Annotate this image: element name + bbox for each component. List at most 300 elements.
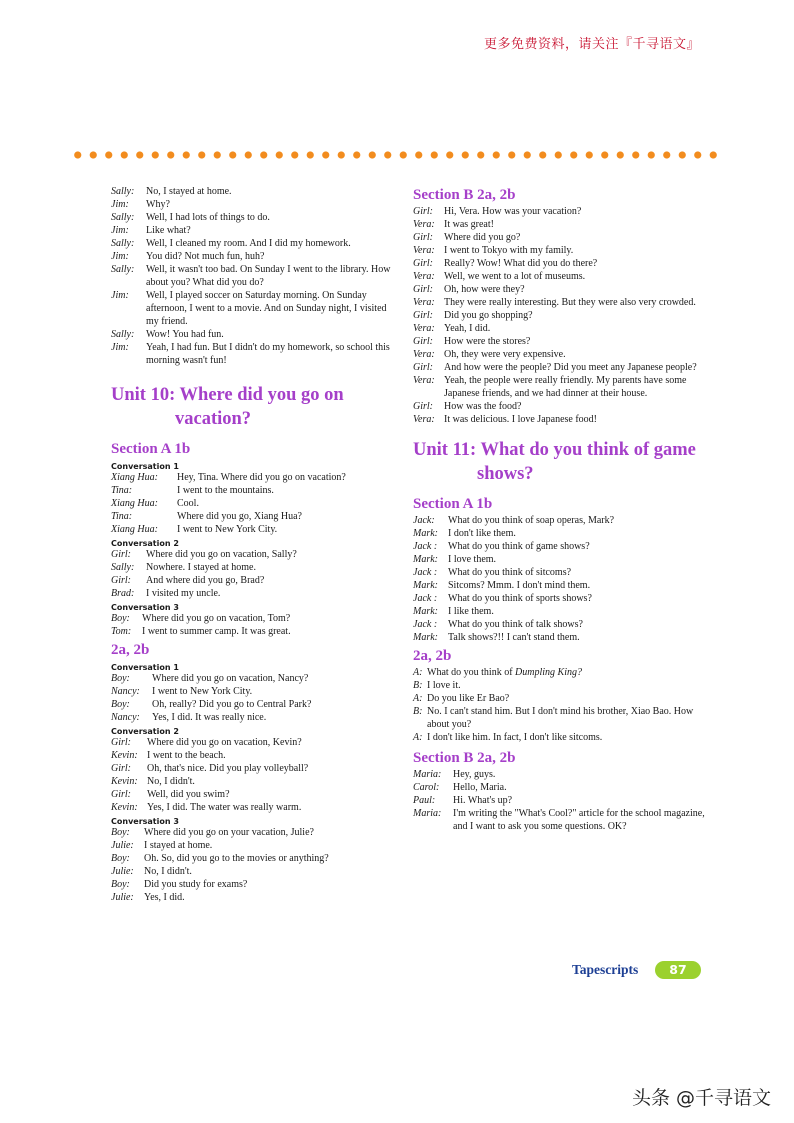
speaker-label: Boy: bbox=[111, 699, 130, 710]
dialogue-line bbox=[111, 878, 401, 891]
dialogue-line bbox=[413, 257, 713, 270]
speaker-label: Jack: bbox=[413, 515, 435, 526]
dialogue-text bbox=[147, 788, 401, 801]
dialogue-text bbox=[146, 263, 401, 289]
speaker-label: Tina: bbox=[111, 485, 133, 496]
dialogue-line bbox=[413, 514, 713, 527]
dialogue-text bbox=[146, 574, 401, 587]
unit-heading-line2: vacation? bbox=[175, 409, 252, 429]
dialogue-line bbox=[413, 666, 713, 679]
speaker-label: Vera: bbox=[413, 349, 435, 360]
dialogue-text bbox=[177, 497, 401, 510]
dialogue-line bbox=[111, 497, 401, 510]
dialogue-text-body: Well, I cleaned my room. And I did my homework. bbox=[146, 238, 351, 249]
dialogue-text bbox=[147, 762, 401, 775]
dialogue-text bbox=[453, 781, 713, 794]
dialogue-text-body: How were the stores? bbox=[444, 336, 531, 347]
speaker-label: Mark: bbox=[413, 632, 438, 643]
dialogue-text bbox=[146, 185, 401, 198]
section-heading: Section A 1b bbox=[111, 441, 191, 457]
speaker-label: Sally: bbox=[111, 238, 135, 249]
dialogue-text-body: Well, I had lots of things to do. bbox=[146, 212, 270, 223]
dialogue-line bbox=[413, 579, 713, 592]
speaker-label: Tom: bbox=[111, 626, 132, 637]
dialogue-text-body: I don't like them. bbox=[448, 528, 516, 539]
dialogue-line bbox=[413, 553, 713, 566]
speaker-label: Maria: bbox=[413, 808, 442, 819]
speaker-label: Girl: bbox=[413, 362, 433, 373]
speaker-label: Girl: bbox=[413, 206, 433, 217]
dialogue-text-body: Yeah, the people were really friendly. My parents have some Japanese friends, and we had dinner at their house. bbox=[444, 375, 687, 399]
dialogue-title-italic: Dumpling King? bbox=[515, 667, 582, 678]
dialogue-text-body: What do you think of game shows? bbox=[448, 541, 590, 552]
unit-heading-line1: Unit 10: Where did you go on bbox=[111, 385, 344, 405]
conversation-label: Conversation 2 bbox=[111, 727, 179, 736]
dialogue-text bbox=[444, 205, 713, 218]
dialogue-line bbox=[111, 839, 401, 852]
speaker-label: Girl: bbox=[111, 575, 131, 586]
dialogue-line bbox=[111, 510, 401, 523]
dialogue-line bbox=[111, 736, 401, 749]
speaker-label: Vera: bbox=[413, 245, 435, 256]
dialogue-text-body: Well, I played soccer on Saturday morning. On Sunday afternoon, I went to a movie. And on Sunday night, I visited my friend. bbox=[146, 290, 387, 327]
dialogue-text bbox=[146, 328, 401, 341]
dialogue-text bbox=[152, 672, 401, 685]
dialogue-line bbox=[111, 211, 401, 224]
dialogue-text-body: Where did you go on your vacation, Julie? bbox=[144, 827, 314, 838]
dialogue-line bbox=[111, 185, 401, 198]
dialogue-text bbox=[427, 731, 713, 744]
dialogue-text-body: Do you like Er Bao? bbox=[427, 693, 510, 704]
dialogue-text-body: You did? Not much fun, huh? bbox=[146, 251, 265, 262]
dialogue-text-body: Why? bbox=[146, 199, 170, 210]
dialogue-line bbox=[413, 605, 713, 618]
dialogue-text bbox=[146, 289, 401, 328]
dialogue-text-body: Oh, how were they? bbox=[444, 284, 525, 295]
dialogue-line bbox=[413, 692, 713, 705]
dialogue-text-body: No. I can't stand him. But I don't mind his brother, Xiao Bao. How about you? bbox=[427, 706, 694, 730]
dialogue-text bbox=[146, 211, 401, 224]
speaker-label: Girl: bbox=[413, 336, 433, 347]
speaker-label: Vera: bbox=[413, 271, 435, 282]
speaker-label: Jim: bbox=[111, 342, 129, 353]
dialogue-line bbox=[111, 574, 401, 587]
dialogue-text bbox=[177, 484, 401, 497]
dialogue-text-body: Hi. What's up? bbox=[453, 795, 513, 806]
dialogue-line bbox=[413, 374, 713, 400]
section-heading: Section A 1b bbox=[413, 496, 493, 512]
dialogue-text bbox=[444, 218, 713, 231]
dialogue-line bbox=[413, 618, 713, 631]
dialogue-text-body: Oh, they were very expensive. bbox=[444, 349, 566, 360]
dialogue-text-body: Hello, Maria. bbox=[453, 782, 507, 793]
dialogue-text bbox=[448, 527, 713, 540]
dialogue-line bbox=[413, 400, 713, 413]
speaker-label: Girl: bbox=[413, 232, 433, 243]
dialogue-line bbox=[111, 801, 401, 814]
dialogue-text-body: No, I didn't. bbox=[144, 866, 192, 877]
speaker-label: B: bbox=[413, 680, 423, 691]
dialogue-text-body: I love it. bbox=[427, 680, 461, 691]
speaker-label: A: bbox=[413, 667, 423, 678]
dialogue-text bbox=[152, 685, 401, 698]
dialogue-text-body: I went to New York City. bbox=[177, 524, 278, 535]
speaker-label: Jack : bbox=[413, 619, 438, 630]
dialogue-text bbox=[444, 270, 713, 283]
dialogue-text bbox=[144, 826, 401, 839]
dialogue-text-body: I'm writing the "What's Cool?" article for the school magazine, and I want to ask you some questions. OK? bbox=[453, 808, 705, 832]
dialogue-line bbox=[413, 631, 713, 644]
dialogue-text-body: And how were the people? Did you meet any Japanese people? bbox=[444, 362, 697, 373]
dialogue-text-body: I went to the mountains. bbox=[177, 485, 274, 496]
speaker-label: Boy: bbox=[111, 613, 130, 624]
dialogue-text bbox=[444, 413, 713, 426]
dialogue-text-body: Like what? bbox=[146, 225, 191, 236]
dialogue-text-body: I went to summer camp. It was great. bbox=[142, 626, 291, 637]
speaker-label: Girl: bbox=[111, 763, 131, 774]
dialogue-line bbox=[413, 566, 713, 579]
dialogue-text bbox=[448, 540, 713, 553]
footer-title: Tapescripts bbox=[572, 962, 639, 977]
dialogue-text bbox=[448, 579, 713, 592]
speaker-label: Kevin: bbox=[111, 750, 138, 761]
dialogue-text-body: How was the food? bbox=[444, 401, 522, 412]
dialogue-text bbox=[444, 231, 713, 244]
speaker-label: Xiang Hua: bbox=[111, 498, 158, 509]
dialogue-text-body: I love them. bbox=[448, 554, 497, 565]
dialogue-line bbox=[111, 672, 401, 685]
dialogue-text-body: Yes, I did. It was really nice. bbox=[152, 712, 267, 723]
conversation-label: Conversation 1 bbox=[111, 462, 179, 471]
dialogue-text-body: Where did you go on vacation, Tom? bbox=[142, 613, 291, 624]
dialogue-text bbox=[146, 250, 401, 263]
dialogue-line bbox=[111, 263, 401, 289]
speaker-label: Sally: bbox=[111, 186, 135, 197]
speaker-label: Tina: bbox=[111, 511, 133, 522]
speaker-label: Julie: bbox=[111, 892, 134, 903]
dialogue-text bbox=[146, 587, 401, 600]
speaker-label: Boy: bbox=[111, 827, 130, 838]
speaker-label: Nancy: bbox=[111, 686, 140, 697]
dialogue-text bbox=[444, 361, 713, 374]
dialogue-line bbox=[413, 231, 713, 244]
dialogue-text-body: I like them. bbox=[448, 606, 494, 617]
dialogue-line bbox=[111, 775, 401, 788]
dialogue-text-body: Yes, I did. The water was really warm. bbox=[147, 802, 302, 813]
speaker-label: A: bbox=[413, 732, 423, 743]
speaker-label: Xiang Hua: bbox=[111, 524, 158, 535]
dialogue-line bbox=[413, 296, 713, 309]
dialogue-text bbox=[448, 566, 713, 579]
conversation-label: Conversation 2 bbox=[111, 539, 179, 548]
dialogue-text bbox=[144, 891, 401, 904]
dialogue-line bbox=[111, 762, 401, 775]
speaker-label: Vera: bbox=[413, 297, 435, 308]
dialogue-line bbox=[111, 523, 401, 536]
dialogue-line bbox=[413, 335, 713, 348]
dialogue-text-body: Sitcoms? Mmm. I don't mind them. bbox=[448, 580, 591, 591]
unit-heading bbox=[413, 438, 713, 486]
dialogue-text bbox=[177, 471, 401, 484]
dialogue-line bbox=[413, 205, 713, 218]
speaker-label: Jack : bbox=[413, 567, 438, 578]
dialogue-text-body: Wow! You had fun. bbox=[146, 329, 224, 340]
speaker-label: Girl: bbox=[111, 549, 131, 560]
dialogue-line bbox=[111, 749, 401, 762]
dialogue-text bbox=[147, 801, 401, 814]
speaker-label: Boy: bbox=[111, 879, 130, 890]
dialogue-text-body: It was great! bbox=[444, 219, 494, 230]
speaker-label: Xiang Hua: bbox=[111, 472, 158, 483]
dialogue-line bbox=[111, 865, 401, 878]
dialogue-text-body: And where did you go, Brad? bbox=[146, 575, 265, 586]
dialogue-line bbox=[111, 711, 401, 724]
unit-heading bbox=[111, 383, 401, 431]
conversation-label: Conversation 3 bbox=[111, 817, 179, 826]
dialogue-text-body: I stayed at home. bbox=[144, 840, 213, 851]
dialogue-text bbox=[427, 679, 713, 692]
dialogue-text bbox=[444, 348, 713, 361]
dialogue-line bbox=[111, 471, 401, 484]
dialogue-text-body: What do you think of sports shows? bbox=[448, 593, 592, 604]
speaker-label: B: bbox=[413, 706, 423, 717]
dialogue-line bbox=[111, 561, 401, 574]
speaker-label: Vera: bbox=[413, 323, 435, 334]
watermark: 头条 @千寻语文 bbox=[632, 1087, 772, 1109]
dialogue-text-body: I went to Tokyo with my family. bbox=[444, 245, 574, 256]
speaker-label: Girl: bbox=[413, 284, 433, 295]
dialogue-text-body: Hi, Vera. How was your vacation? bbox=[444, 206, 582, 217]
dialogue-text bbox=[146, 548, 401, 561]
speaker-label: Jim: bbox=[111, 225, 129, 236]
dialogue-text-body: No, I didn't. bbox=[147, 776, 195, 787]
dialogue-text-body: Oh, that's nice. Did you play volleyball? bbox=[147, 763, 309, 774]
speaker-label: Mark: bbox=[413, 554, 438, 565]
dialogue-text-body: Where did you go on vacation, Sally? bbox=[146, 549, 297, 560]
speaker-label: Mark: bbox=[413, 580, 438, 591]
dialogue-text-body: Where did you go? bbox=[444, 232, 521, 243]
dialogue-text bbox=[427, 705, 713, 731]
dialogue-line bbox=[111, 484, 401, 497]
dialogue-text-body: I don't like him. In fact, I don't like sitcoms. bbox=[427, 732, 603, 743]
dialogue-text bbox=[444, 374, 713, 400]
speaker-label: Paul: bbox=[413, 795, 436, 806]
speaker-label: Girl: bbox=[111, 737, 131, 748]
speaker-label: Vera: bbox=[413, 219, 435, 230]
speaker-label: Sally: bbox=[111, 329, 135, 340]
dialogue-text bbox=[444, 309, 713, 322]
speaker-label: Sally: bbox=[111, 264, 135, 275]
dialogue-line bbox=[111, 224, 401, 237]
dialogue-line bbox=[111, 698, 401, 711]
dialogue-text bbox=[453, 768, 713, 781]
dialogue-text-body: Well, did you swim? bbox=[147, 789, 230, 800]
dialogue-text bbox=[146, 198, 401, 211]
speaker-label: Nancy: bbox=[111, 712, 140, 723]
dialogue-text-body: Well, it wasn't too bad. On Sunday I went to the library. How about you? What did you do? bbox=[146, 264, 391, 288]
dialogue-text-body: Did you go shopping? bbox=[444, 310, 533, 321]
dialogue-text-body: I went to the beach. bbox=[147, 750, 226, 761]
dialogue-text-body: Hey, Tina. Where did you go on vacation? bbox=[177, 472, 346, 483]
dialogue-text bbox=[453, 794, 713, 807]
dialogue-line bbox=[111, 612, 401, 625]
dialogue-text bbox=[177, 510, 401, 523]
dialogue-line bbox=[111, 237, 401, 250]
dialogue-line bbox=[413, 807, 713, 833]
dialogue-text bbox=[144, 865, 401, 878]
speaker-label: Jack : bbox=[413, 593, 438, 604]
dialogue-text bbox=[448, 553, 713, 566]
dialogue-text-body: Cool. bbox=[177, 498, 199, 509]
speaker-label: Kevin: bbox=[111, 776, 138, 787]
dialogue-text-body: I went to New York City. bbox=[152, 686, 253, 697]
dialogue-text bbox=[448, 592, 713, 605]
dialogue-line bbox=[111, 328, 401, 341]
right-column bbox=[413, 185, 713, 833]
speaker-label: Boy: bbox=[111, 673, 130, 684]
speaker-label: Sally: bbox=[111, 562, 135, 573]
dialogue-text bbox=[444, 244, 713, 257]
dialogue-text bbox=[152, 698, 401, 711]
dialogue-line bbox=[111, 548, 401, 561]
dialogue-line bbox=[111, 625, 401, 638]
dialogue-text-body: Really? Wow! What did you do there? bbox=[444, 258, 598, 269]
dialogue-text-body: No, I stayed at home. bbox=[146, 186, 232, 197]
speaker-label: Boy: bbox=[111, 853, 130, 864]
dialogue-line bbox=[413, 731, 713, 744]
dialogue-text-body: What do you think of sitcoms? bbox=[448, 567, 572, 578]
dialogue-line bbox=[111, 826, 401, 839]
section-heading: Section B 2a, 2b bbox=[413, 187, 516, 203]
dialogue-text bbox=[147, 775, 401, 788]
dialogue-text bbox=[177, 523, 401, 536]
dialogue-text bbox=[448, 514, 713, 527]
speaker-label: Julie: bbox=[111, 840, 134, 851]
dialogue-text bbox=[448, 605, 713, 618]
dialogue-text bbox=[144, 852, 401, 865]
dialogue-text-body: Yeah, I did. bbox=[444, 323, 491, 334]
speaker-label: Jim: bbox=[111, 251, 129, 262]
dialogue-text bbox=[142, 625, 401, 638]
dialogue-line bbox=[413, 768, 713, 781]
speaker-label: Mark: bbox=[413, 606, 438, 617]
dialogue-line bbox=[413, 322, 713, 335]
section-heading: 2a, 2b bbox=[413, 648, 452, 664]
dialogue-text bbox=[146, 561, 401, 574]
dialogue-text-body: Hey, guys. bbox=[453, 769, 496, 780]
dialogue-line bbox=[413, 348, 713, 361]
dialogue-line bbox=[111, 289, 401, 328]
dialogue-line bbox=[111, 891, 401, 904]
dialogue-text bbox=[144, 839, 401, 852]
unit-heading-line2: shows? bbox=[477, 464, 534, 484]
speaker-label: Vera: bbox=[413, 414, 435, 425]
dialogue-line bbox=[111, 685, 401, 698]
dialogue-text bbox=[444, 257, 713, 270]
conversation-label: Conversation 1 bbox=[111, 663, 179, 672]
dialogue-line bbox=[413, 781, 713, 794]
dialogue-line bbox=[413, 218, 713, 231]
dialogue-text-body: Oh. So, did you go to the movies or anything? bbox=[144, 853, 329, 864]
dialogue-line bbox=[413, 794, 713, 807]
dialogue-line bbox=[413, 413, 713, 426]
speaker-label: Kevin: bbox=[111, 802, 138, 813]
dialogue-text bbox=[448, 618, 713, 631]
speaker-label: Carol: bbox=[413, 782, 440, 793]
dialogue-line bbox=[413, 309, 713, 322]
speaker-label: Girl: bbox=[413, 401, 433, 412]
dialogue-text bbox=[146, 341, 401, 367]
dialogue-text bbox=[444, 400, 713, 413]
speaker-label: Jim: bbox=[111, 199, 129, 210]
dialogue-line bbox=[111, 198, 401, 211]
section-heading: 2a, 2b bbox=[111, 642, 150, 658]
speaker-label: Maria: bbox=[413, 769, 442, 780]
dialogue-text bbox=[453, 807, 713, 833]
dialogue-text-body: What do you think of bbox=[427, 667, 516, 678]
speaker-label: Girl: bbox=[413, 310, 433, 321]
dialogue-text-body: Did you study for exams? bbox=[144, 879, 248, 890]
dialogue-text bbox=[444, 296, 713, 309]
dialogue-text bbox=[427, 692, 713, 705]
dialogue-line bbox=[413, 679, 713, 692]
dialogue-text bbox=[448, 631, 713, 644]
dialogue-line bbox=[413, 244, 713, 257]
speaker-label: Sally: bbox=[111, 212, 135, 223]
dialogue-text bbox=[427, 666, 713, 679]
conversation-label: Conversation 3 bbox=[111, 603, 179, 612]
dialogue-text bbox=[444, 283, 713, 296]
dialogue-line bbox=[111, 852, 401, 865]
dialogue-text bbox=[444, 322, 713, 335]
dialogue-line bbox=[111, 587, 401, 600]
dialogue-text-body: What do you think of soap operas, Mark? bbox=[448, 515, 615, 526]
dialogue-text-body: Talk shows?!! I can't stand them. bbox=[448, 632, 580, 643]
dialogue-line bbox=[413, 270, 713, 283]
dialogue-line bbox=[111, 341, 401, 367]
dialogue-text-body: Where did you go, Xiang Hua? bbox=[177, 511, 302, 522]
unit-heading-line1: Unit 11: What do you think of game bbox=[413, 440, 696, 460]
speaker-label: Jack : bbox=[413, 541, 438, 552]
speaker-label: Julie: bbox=[111, 866, 134, 877]
dialogue-text-body: They were really interesting. But they were also very crowded. bbox=[444, 297, 696, 308]
dialogue-line bbox=[413, 527, 713, 540]
dialogue-line bbox=[413, 592, 713, 605]
dialogue-text-body: Yeah, I had fun. But I didn't do my homework, so school this morning wasn't fun! bbox=[146, 342, 390, 366]
dialogue-text bbox=[444, 335, 713, 348]
dialogue-line bbox=[413, 361, 713, 374]
speaker-label: Vera: bbox=[413, 375, 435, 386]
speaker-label: Mark: bbox=[413, 528, 438, 539]
speaker-label: Girl: bbox=[111, 789, 131, 800]
dialogue-text-body: Yes, I did. bbox=[144, 892, 185, 903]
speaker-label: Jim: bbox=[111, 290, 129, 301]
speaker-label: Girl: bbox=[413, 258, 433, 269]
dialogue-text bbox=[142, 612, 401, 625]
speaker-label: Brad: bbox=[111, 588, 135, 599]
dialogue-text-body: I visited my uncle. bbox=[146, 588, 221, 599]
dialogue-text bbox=[146, 224, 401, 237]
dialogue-text-body: Well, we went to a lot of museums. bbox=[444, 271, 586, 282]
dialogue-text-body: Where did you go on vacation, Kevin? bbox=[147, 737, 302, 748]
promo-note: 更多免费资料，请关注『千寻语文』 bbox=[484, 37, 701, 52]
dialogue-text bbox=[146, 237, 401, 250]
dialogue-text bbox=[147, 736, 401, 749]
dialogue-text bbox=[144, 878, 401, 891]
dialogue-text-body: It was delicious. I love Japanese food! bbox=[444, 414, 598, 425]
dialogue-line bbox=[413, 540, 713, 553]
dotted-divider bbox=[70, 151, 724, 159]
